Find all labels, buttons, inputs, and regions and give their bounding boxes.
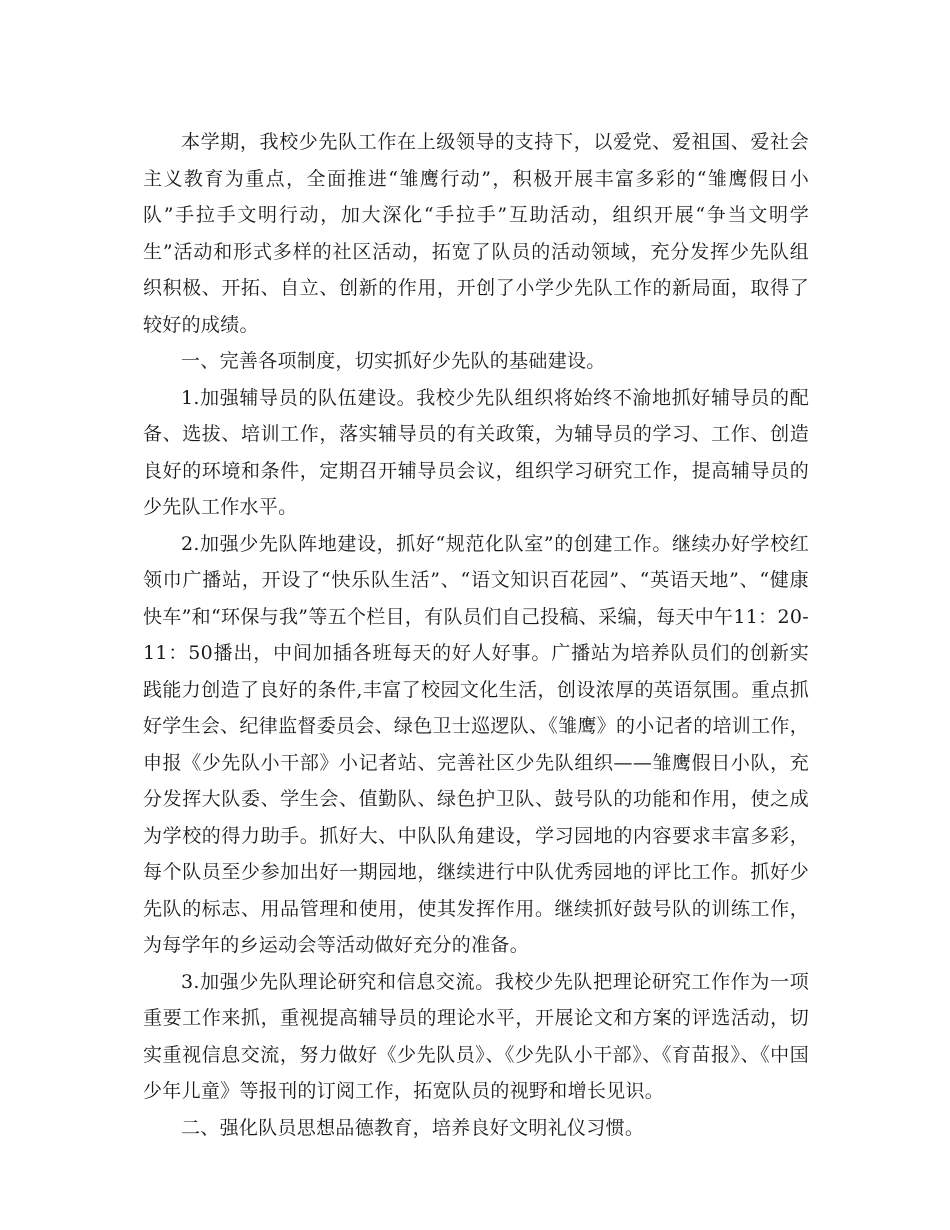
intro-paragraph: 本学期，我校少先队工作在上级领导的支持下，以爱党、爱祖国、爱社会主义教育为重点，全面推进“雏鹰行动”，积极开展丰富多彩的“雏鹰假日小队”手拉手文明行动，加大深化“手拉手”互助活动，组织开展“争当文明学生”活动和形式多样的社区活动，拓宽了队员的活动领域，充分发挥少先队组织积极、开拓、自立、创新的作用，开创了小学少先队工作的新局面，取得了较好的成绩。 (143, 131, 809, 336)
paragraph-position-building: 2.加强少先队阵地建设，抓好“规范化队室”的创建工作。继续办好学校红领巾广播站，开设了“快乐队生活”、“语文知识百花园”、“英语天地”、“健康快车”和“环保与我”等五个栏目，有队员们自己投稿、采编，每天中午11：20-11：50播出，中间加插各班每天的好人好事。广播站为培养队员们的创新实践能力创造了良好的条件,丰富了校园文化生活，创设浓厚的英语氛围。重点抓好学生会、纪律监督委员会、绿色卫士巡逻队、《雏鹰》的小记者的培训工作，申报《少先队小干部》小记者站、完善社区少先队组织——雏鹰假日小队，充分发挥大队委、学生会、值勤队、绿色护卫队、鼓号队的功能和作用，使之成为学校的得力助手。抓好大、中队队角建设，学习园地的内容要求丰富多彩，每个队员至少参加出好一期园地，继续进行中队优秀园地的评比工作。抓好少先队的标志、用品管理和使用，使其发挥作用。继续抓好鼓号队的训练工作，为每学年的乡运动会等活动做好充分的准备。 (143, 532, 810, 956)
paragraph-theory-research: 3.加强少先队理论研究和信息交流。我校少先队把理论研究工作作为一项重要工作来抓，重视提高辅导员的理论水平，开展论文和方案的评选活动，切实重视信息交流，努力做好《少先队员》、《少先队小干部》、《育苗报》、《中国少年儿童》等报刊的订阅工作，拓宽队员的视野和增长见识。 (143, 970, 809, 1102)
paragraph-counselor-team: 1.加强辅导员的队伍建设。我校少先队组织将始终不渝地抓好辅导员的配备、选拔、培训工作，落实辅导员的有关政策，为辅导员的学习、工作、创造良好的环境和条件，定期召开辅导员会议，组织学习研究工作，提高辅导员的少先队工作水平。 (143, 386, 809, 518)
section-heading-1: 一、完善各项制度，切实抓好少先队的基础建设。 (181, 350, 606, 372)
section-heading-2: 二、强化队员思想品德教育，培养良好文明礼仪习惯。 (181, 1116, 645, 1139)
document-body (143, 124, 809, 1146)
